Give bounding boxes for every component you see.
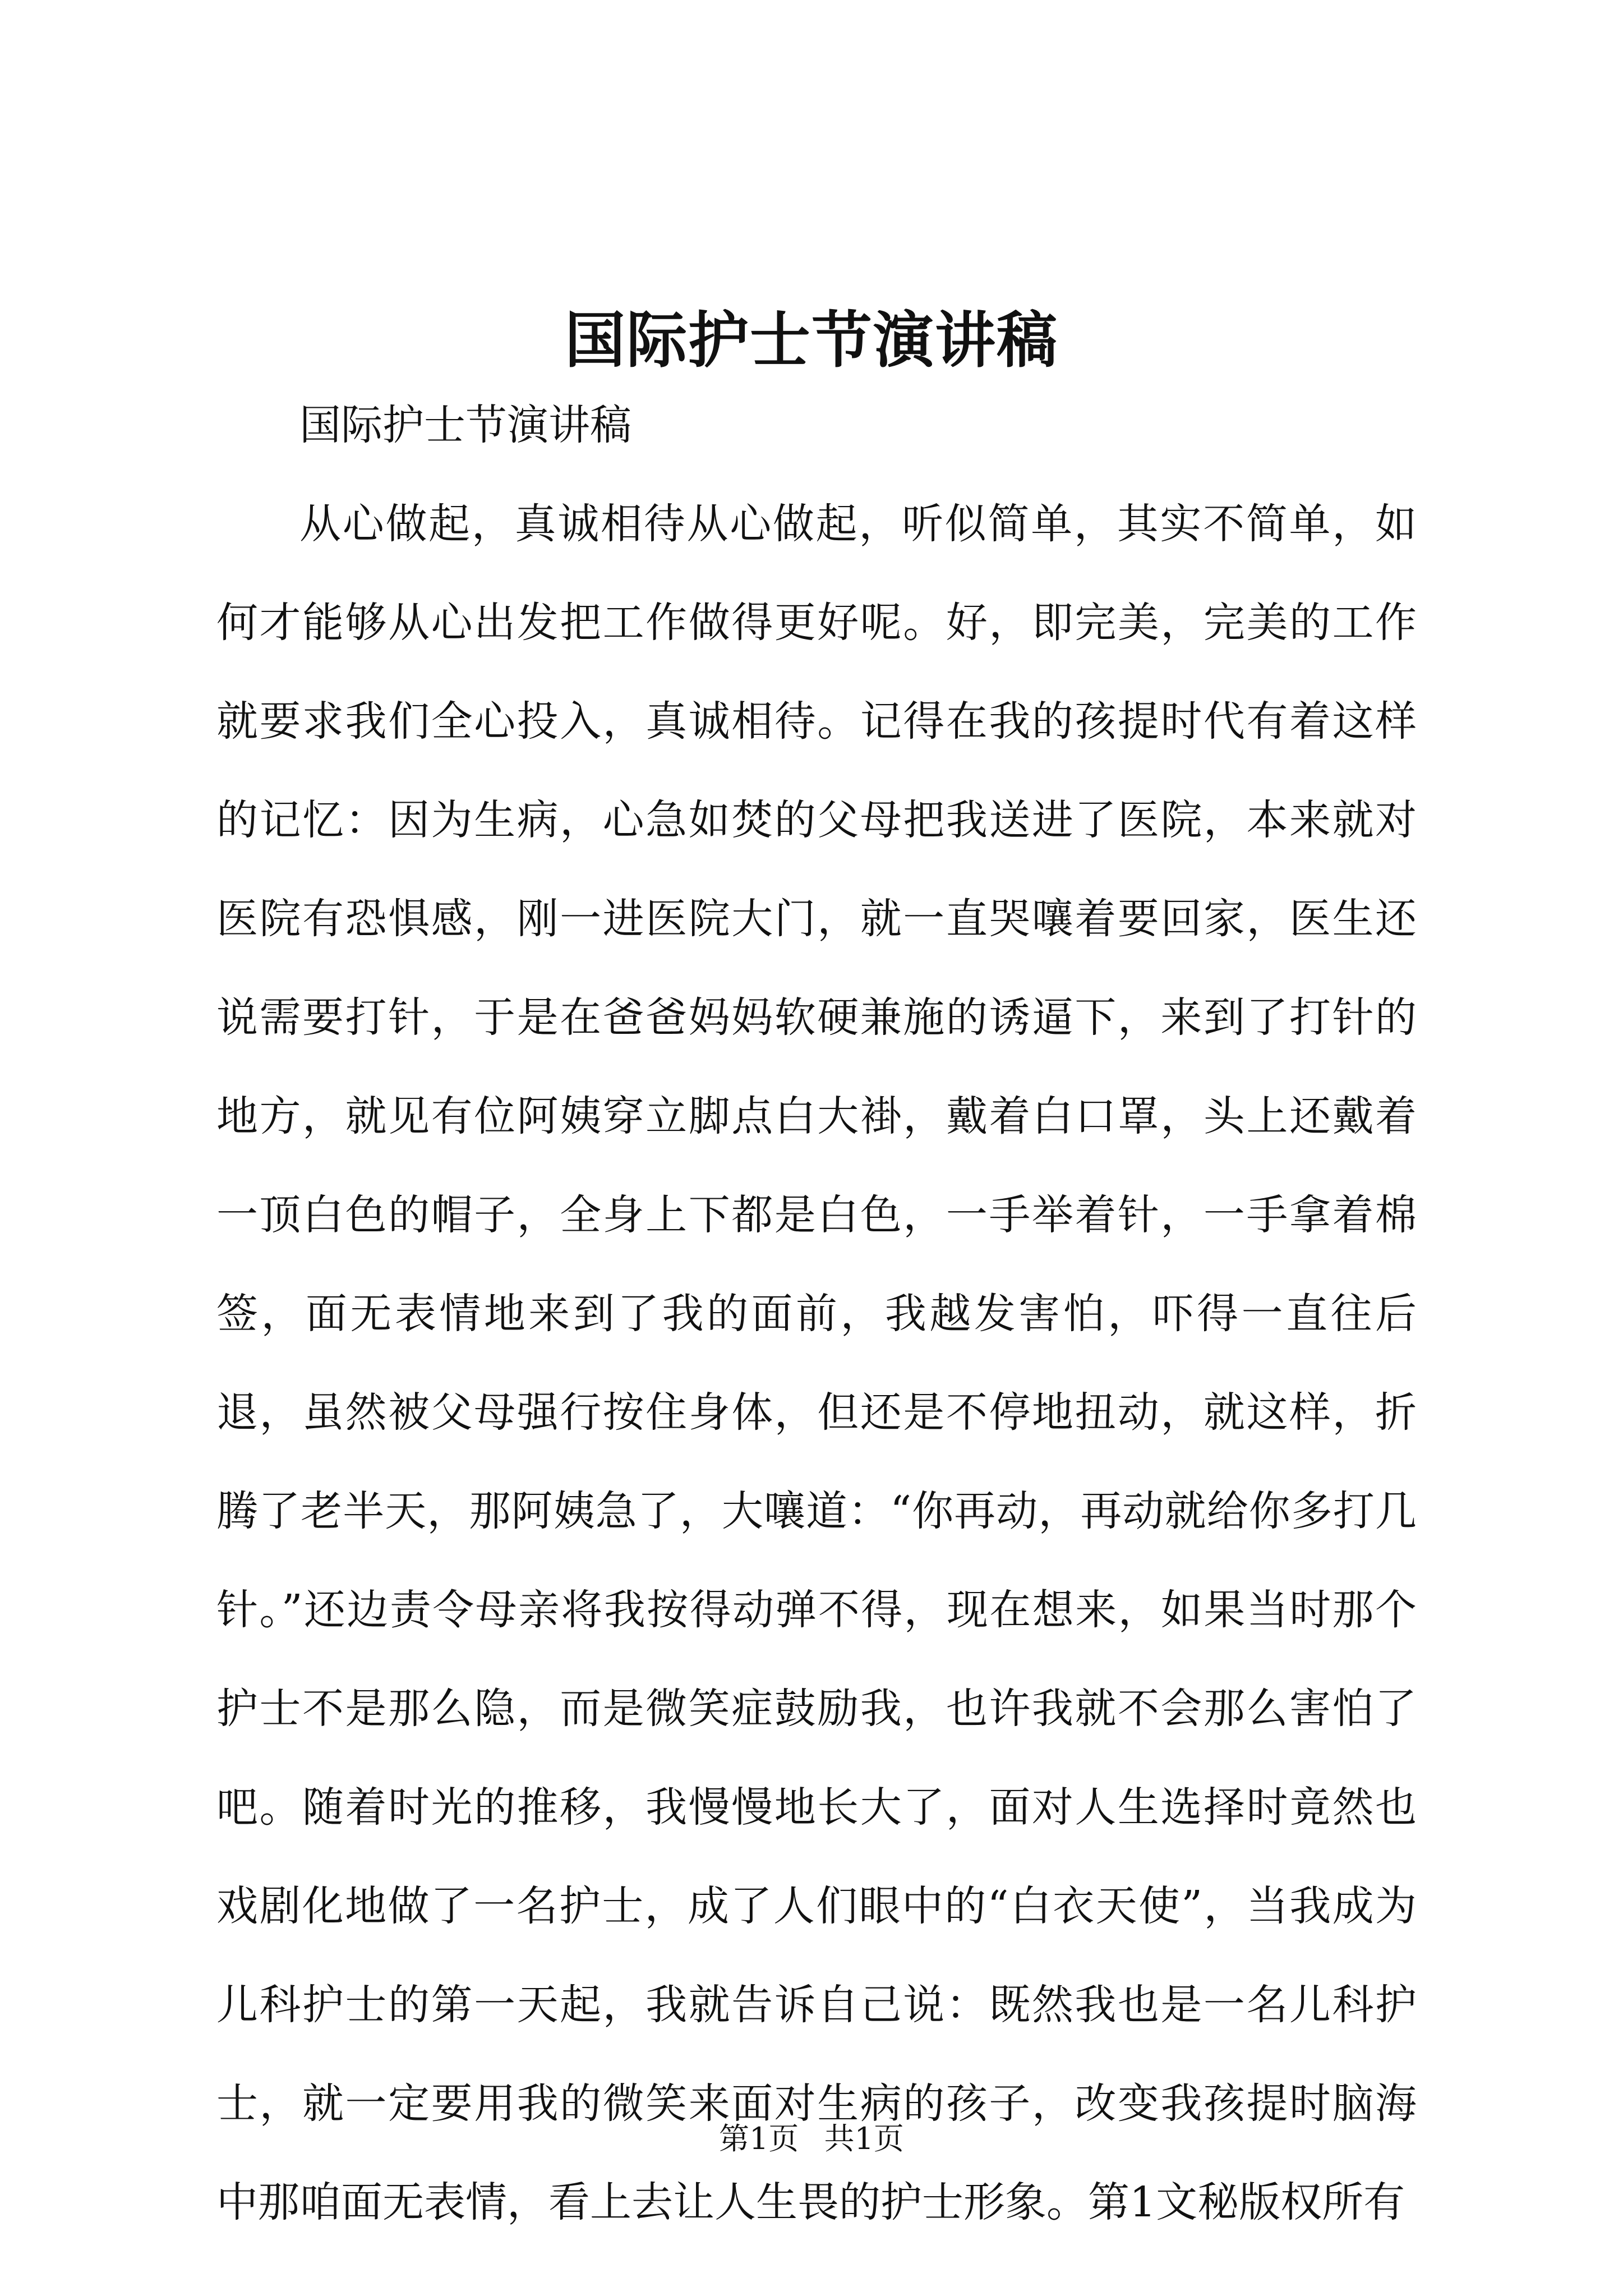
page-number-current: 第1页 bbox=[719, 2121, 799, 2156]
document-body bbox=[216, 376, 1417, 2252]
subheading: 国际护士节演讲稿 bbox=[299, 401, 631, 449]
body-paragraph: 从心做起，真诚相待从心做起，听似简单，其实不简单，如何才能够从心出发把工作做得更好呢。好，即完美，完美的工作就要求我们全心投入，真诚相待。记得在我的孩提时代有着这样的记忆：因为生病，心急如焚的父母把我送进了医院，本来就对医院有恐惧感，刚一进医院大门，就一直哭嚷着要回家，医生还说需要打针，于是在爸爸妈妈软硬兼施的诱逼下，来到了打针的地方，就见有位阿姨穿立脚点白大褂，戴着白口罩，头上还戴着一顶白色的帽子，全身上下都是白色，一手举着针，一手拿着棉签，面无表情地来到了我的面前，我越发害怕，吓得一直往后退，虽然被父母强行按住身体，但还是不停地扭动，就这样，折腾了老半天，那阿姨急了，大嚷道：“你再动，再动就给你多打几针。”还边责令母亲将我按得动弹不得，现在想来，如果当时那个护士不是那么隐，而是微笑症鼓励我，也许我就不会那么害怕了吧。随着时光的推移，我慢慢地长大了，面对人生选择时竟然也戏剧化地做了一名护士，成了人们眼中的“白衣天使”，当我成为儿科护士的第一天起，我就告诉自己说：既然我也是一名儿科护士，就一定要用我的微笑来面对生病的孩子，改变我孩提时脑海中那咱面无表情，看上去让人生畏的护士形象。第1文秘版权所有 bbox=[216, 500, 1417, 2226]
document-title: 国际护士节演讲稿 bbox=[564, 305, 1058, 376]
page-footer bbox=[0, 2115, 1623, 2158]
page-number-total: 共1页 bbox=[824, 2121, 904, 2156]
